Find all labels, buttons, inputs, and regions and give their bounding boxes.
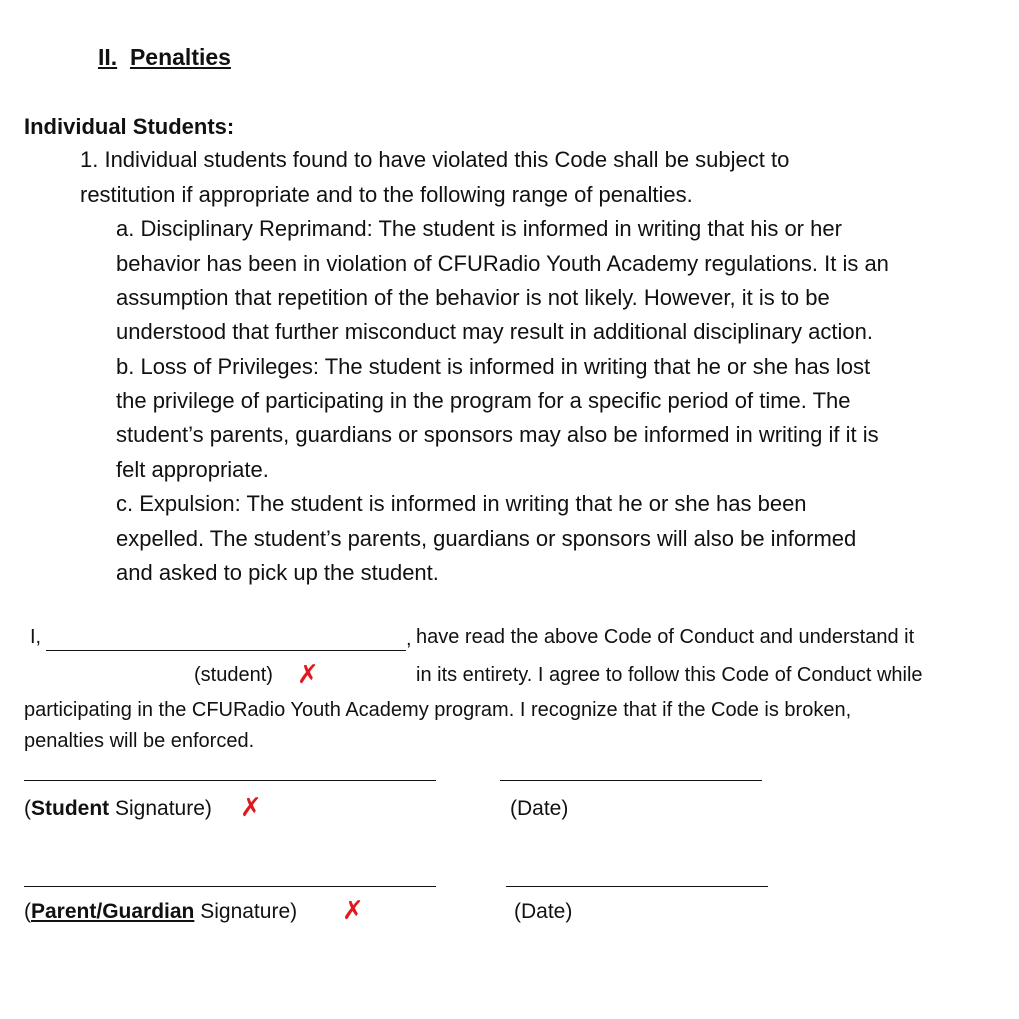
section-title: Penalties bbox=[129, 44, 231, 70]
parent-date-label: (Date) bbox=[514, 900, 573, 923]
ack-line4: penalties will be enforced. bbox=[24, 730, 255, 752]
penalty-b-line3: student’s parents, guardians or sponsors may also be informed in writing if it is bbox=[116, 422, 879, 447]
penalty-a-line1: a. Disciplinary Reprimand: The student is informed in writing that his or her bbox=[116, 216, 842, 241]
ack-line3: participating in the CFURadio Youth Academy program. I recognize that if the Code is broken, bbox=[24, 699, 852, 721]
penalty-a-line4: understood that further misconduct may result in additional disciplinary action. bbox=[116, 319, 873, 344]
penalty-c-line3: and asked to pick up the student. bbox=[116, 560, 439, 585]
x-mark-icon: ✗ bbox=[297, 660, 319, 690]
ack-line2: in its entirety. I agree to follow this Code of Conduct while bbox=[416, 664, 923, 686]
penalty-b-line4: felt appropriate. bbox=[116, 457, 269, 482]
section-number: II. bbox=[98, 44, 118, 70]
item1-line1: 1. Individual students found to have violated this Code shall be subject to bbox=[80, 147, 790, 172]
parent-signature-label: (Parent/Guardian Signature) bbox=[24, 900, 298, 923]
student-label: (student) bbox=[194, 664, 273, 686]
student-date-label: (Date) bbox=[510, 797, 569, 820]
penalty-b-line1: b. Loss of Privileges: The student is informed in writing that he or she has lost bbox=[116, 354, 871, 379]
x-mark-icon: ✗ bbox=[342, 896, 364, 926]
student-name-line[interactable] bbox=[46, 650, 406, 651]
item1-line2: restitution if appropriate and to the following range of penalties. bbox=[80, 182, 693, 207]
student-date-line[interactable] bbox=[500, 780, 762, 781]
parent-signature-bold: Parent/Guardian bbox=[31, 900, 195, 923]
ack-line1: have read the above Code of Conduct and understand it bbox=[416, 626, 915, 648]
ack-comma: , bbox=[406, 628, 412, 650]
penalty-c-line1: c. Expulsion: The student is informed in writing that he or she has been bbox=[116, 491, 807, 516]
parent-signature-line[interactable] bbox=[24, 886, 436, 887]
section-heading bbox=[98, 44, 231, 71]
subheading: Individual Students: bbox=[24, 114, 235, 139]
penalty-c-line2: expelled. The student’s parents, guardians or sponsors will also be informed bbox=[116, 526, 857, 551]
student-signature-label: (Student Signature) bbox=[24, 797, 212, 820]
ack-prefix: I, bbox=[30, 626, 42, 648]
penalty-a-line3: assumption that repetition of the behavior is not likely. However, it is to be bbox=[116, 285, 830, 310]
parent-date-line[interactable] bbox=[506, 886, 768, 887]
penalty-a-line2: behavior has been in violation of CFURadio Youth Academy regulations. It is an bbox=[116, 251, 889, 276]
student-signature-bold: Student bbox=[31, 797, 110, 820]
student-signature-line[interactable] bbox=[24, 780, 436, 781]
penalty-b-line2: the privilege of participating in the program for a specific period of time. The bbox=[116, 388, 851, 413]
x-mark-icon: ✗ bbox=[240, 793, 262, 823]
